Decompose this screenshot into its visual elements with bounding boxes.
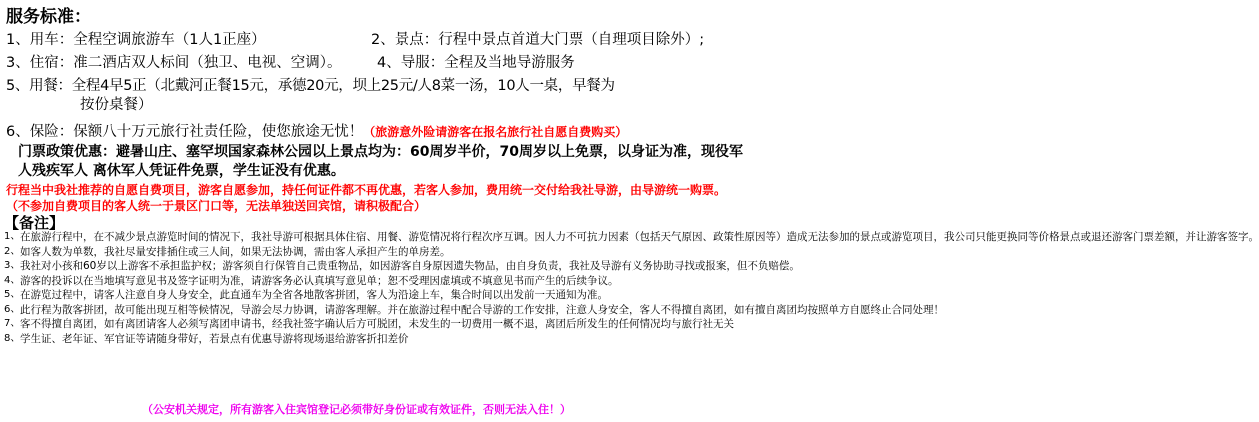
footer-notice: （公安机关规定，所有游客入住宾馆登记必须带好身份证或有效证件，否则无法入住！）: [142, 403, 571, 416]
notes-title: 【备注】: [4, 214, 65, 232]
note-text: 学生证、老年证、军官证等请随身带好，若景点有优惠导游将现场退给游客折扣差价: [20, 332, 409, 345]
service-guide: 4、导服：全程及当地导游服务: [377, 55, 575, 71]
page-title: 服务标准：: [6, 7, 91, 27]
list-item: [4, 317, 739, 332]
list-item: [4, 288, 739, 303]
note-number: 5、: [4, 289, 21, 300]
ticket-policy: 门票政策优惠：避暑山庄、塞罕坝国家森林公园以上景点均为：60周岁半价，70周岁以上免票，以身证为准，现役军人残疾军人 离休军人凭证件免票，学生证没有优惠。: [18, 144, 743, 179]
service-insurance: [6, 123, 627, 142]
note-text: 游客的投诉以在当地填写意见书及签字证明为准，请游客务必认真填写意见单；恕不受理因虚填或不填意见书而产生的后续争议。: [20, 274, 619, 287]
service-scenic: 2、景点：行程中景点首道大门票（自理项目除外）;: [371, 32, 705, 48]
list-item: [4, 303, 944, 318]
note-text: 在旅游行程中，在不减少景点游览时间的情况下，我社导游可根据具体住宿、用餐、游览情况将行程次序互调。因人力不可抗力因素（包括天气原因、政策性原因等）造成无法参加的景点或游览项目，我公司只能更换同等价格景点或退还游客门票差额，并让游客签字。: [20, 231, 1259, 243]
note-text: 客不得擅自离团，如有离团请客人必须写离团申请书，经我社签字确认后方可脱团，未发生的一切费用一概不退，离团后所发生的任何情况均与旅行社无关: [20, 318, 734, 330]
service-meals-cont: 按份桌餐）: [80, 97, 153, 113]
note-number: 4、: [4, 274, 21, 286]
service-lodging: 3、住宿：准二酒店双人标间（独卫、电视、空调）。: [6, 55, 342, 71]
list-item: [4, 245, 739, 260]
service-meals: 5、用餐：全程4早5正（北戴河正餐15元，承德20元，坝上25元/人8菜一汤，10人一桌，早餐为: [6, 78, 615, 94]
note-text: 此行程为散客拼团，故可能出现互相等候情况，导游会尽力协调，请游客理解。并在旅游过程中配合导游的工作安排，注意人身安全，客人不得擅自离团，如有擅自离团均按照单方自愿终止合同处理！: [20, 303, 944, 316]
notes-list: [4, 230, 1259, 346]
note-number: 3、: [4, 260, 21, 271]
list-item: [4, 274, 739, 289]
list-item: [4, 332, 739, 347]
note-number: 2、: [4, 245, 21, 257]
list-item: [4, 230, 1259, 245]
self-pay-notice: 行程当中我社推荐的自愿自费项目，游客自愿参加，持任何证件都不再优惠，若客人参加，费用统一交付给我社导游，由导游统一购票。（不参加自费项目的客人统一于景区门口等，无法单独送回宾馆，请积极配合）: [6, 183, 727, 213]
list-item: [4, 259, 800, 274]
service-transport: 1、用车：全程空调旅游车（1人1正座）: [6, 32, 266, 48]
note-text: 如客人数为单数，我社尽量安排插住或三人间，如果无法协调，需由客人承担产生的单房差。: [20, 245, 451, 258]
note-number: 6、: [4, 303, 21, 315]
note-number: 7、: [4, 318, 21, 329]
insurance-text: 6、保险：保额八十万元旅行社责任险，使您旅途无忧！: [6, 124, 364, 140]
insurance-note: （旅游意外险请游客在报名旅行社自愿自费购买）: [363, 125, 628, 139]
note-number: 8、: [4, 332, 21, 344]
note-number: 1、: [4, 231, 21, 242]
note-text: 在游览过程中，请客人注意自身人身安全，此直通车为全省各地散客拼团，客人为沿途上车，集合时间以出发前一天通知为准。: [20, 289, 608, 301]
note-text: 我社对小孩和60岁以上游客不承担监护权；游客须自行保管自己贵重物品，如因游客自身原因遗失物品，由自身负责，我社及导游有义务协助寻找或报案，但不负赔偿。: [20, 260, 800, 272]
